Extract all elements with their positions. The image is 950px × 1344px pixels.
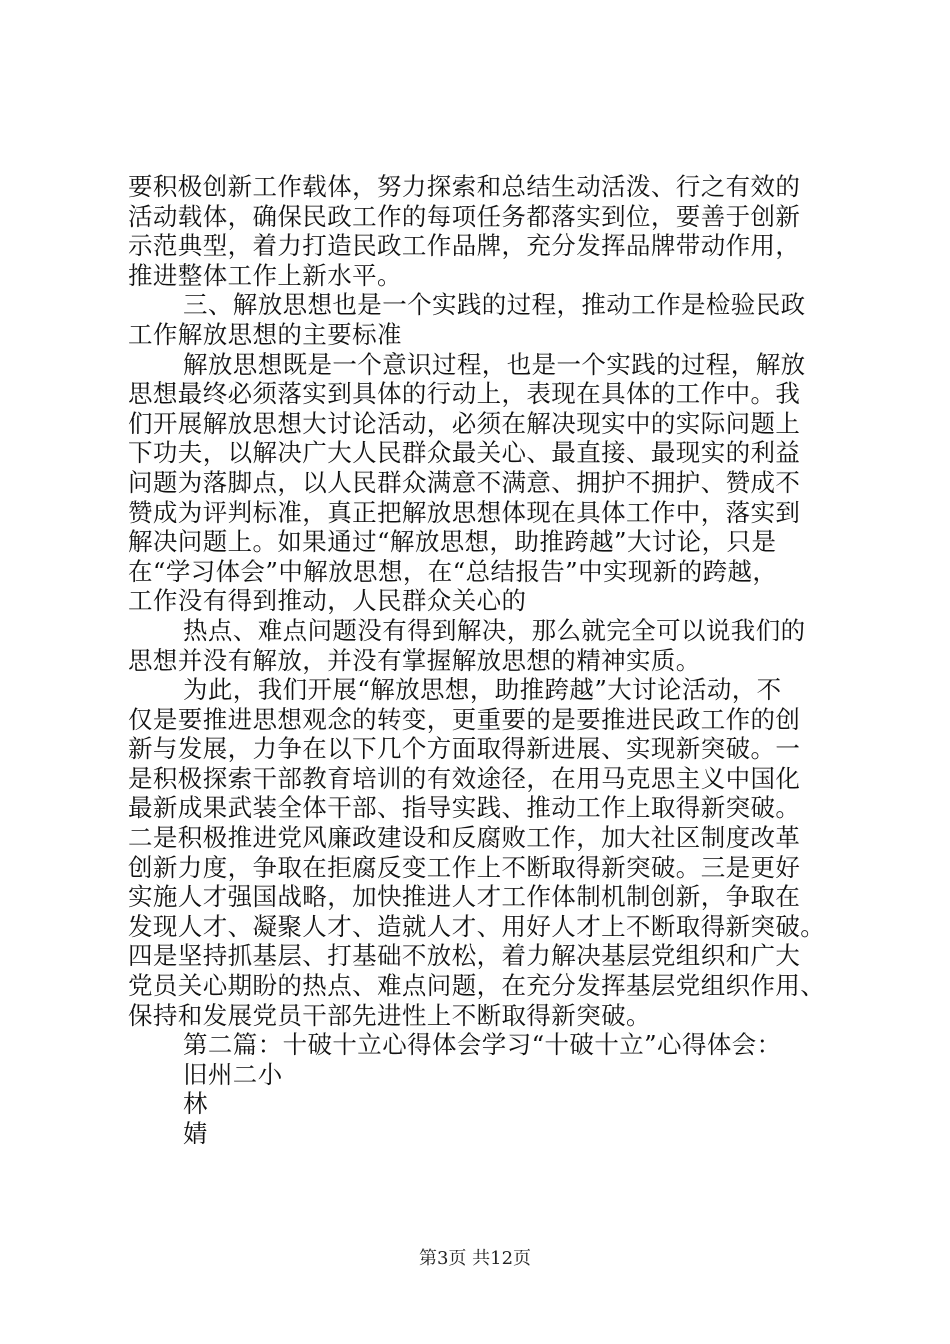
text-line: 工作没有得到推动，人民群众关心的 [128, 586, 527, 616]
text-line: 最新成果武装全体干部、指导实践、推动工作上取得新突破。 [128, 793, 801, 823]
text-line: 要积极创新工作载体，努力探索和总结生动活泼、行之有效的 [128, 172, 801, 201]
text-line: 解决问题上。如果通过“解放思想，助推跨越”大讨论，只是 [128, 527, 777, 557]
text-line: 解放思想既是一个意识过程，也是一个实践的过程，解放 [183, 349, 806, 379]
text-line: 活动载体，确保民政工作的每项任务都落实到位，要善于创新 [128, 201, 801, 231]
text-line: 思想并没有解放，并没有掌握解放思想的精神实质。 [128, 645, 701, 675]
text-line: 发现人才、凝聚人才、造就人才、用好人才上不断取得新突破。 [128, 911, 826, 941]
text-line: 二是积极推进党风廉政建设和反腐败工作，加大社区制度改革 [128, 823, 801, 853]
text-line: 婧 [183, 1119, 208, 1148]
text-line: 们开展解放思想大讨论活动，必须在解决现实中的实际问题上 [128, 408, 801, 438]
text-line: 林 [183, 1089, 208, 1119]
text-line: 思想最终必须落实到具体的行动上，表现在具体的工作中。我 [128, 379, 801, 409]
text-line: 工作解放思想的主要标准 [128, 319, 402, 349]
text-line: 为此，我们开展“解放思想，助推跨越”大讨论活动，不 [183, 675, 782, 705]
text-line: 推进整体工作上新水平。 [128, 260, 402, 290]
text-line: 旧州二小 [183, 1059, 283, 1089]
text-line: 创新力度，争取在拒腐反变工作上不断取得新突破。三是更好 [128, 852, 801, 882]
text-line: 是积极探索干部教育培训的有效途径，在用马克思主义中国化 [128, 763, 801, 793]
text-line: 实施人才强国战略，加快推进人才工作体制机制创新，争取在 [128, 882, 801, 912]
text-line: 新与发展，力争在以下几个方面取得新进展、实现新突破。一 [128, 734, 801, 764]
text-line: 下功夫，以解决广大人民群众最关心、最直接、最现实的利益 [128, 438, 801, 468]
text-line: 赞成为评判标准，真正把解放思想体现在具体工作中，落实到 [128, 497, 801, 527]
text-line: 热点、难点问题没有得到解决，那么就完全可以说我们的 [183, 615, 806, 645]
body-text [128, 172, 828, 1149]
text-line: 仅是要推进思想观念的转变，更重要的是要推进民政工作的创 [128, 704, 801, 734]
text-line: 示范典型，着力打造民政工作品牌，充分发挥品牌带动作用， [128, 231, 801, 261]
text-line: 第二篇：十破十立心得体会学习“十破十立”心得体会： [183, 1030, 782, 1060]
text-line: 问题为落脚点，以人民群众满意不满意、拥护不拥护、赞成不 [128, 467, 801, 497]
text-line: 党员关心期盼的热点、难点问题，在充分发挥基层党组织作用、 [128, 971, 826, 1001]
text-line: 保持和发展党员干部先进性上不断取得新突破。 [128, 1000, 651, 1030]
text-line: 三、解放思想也是一个实践的过程，推动工作是检验民政 [183, 290, 806, 320]
text-line: 在“学习体会”中解放思想，在“总结报告”中实现新的跨越， [128, 556, 778, 586]
text-line: 四是坚持抓基层、打基础不放松，着力解决基层党组织和广大 [128, 941, 801, 971]
page-footer: 第3页 共12页 [418, 1248, 532, 1269]
